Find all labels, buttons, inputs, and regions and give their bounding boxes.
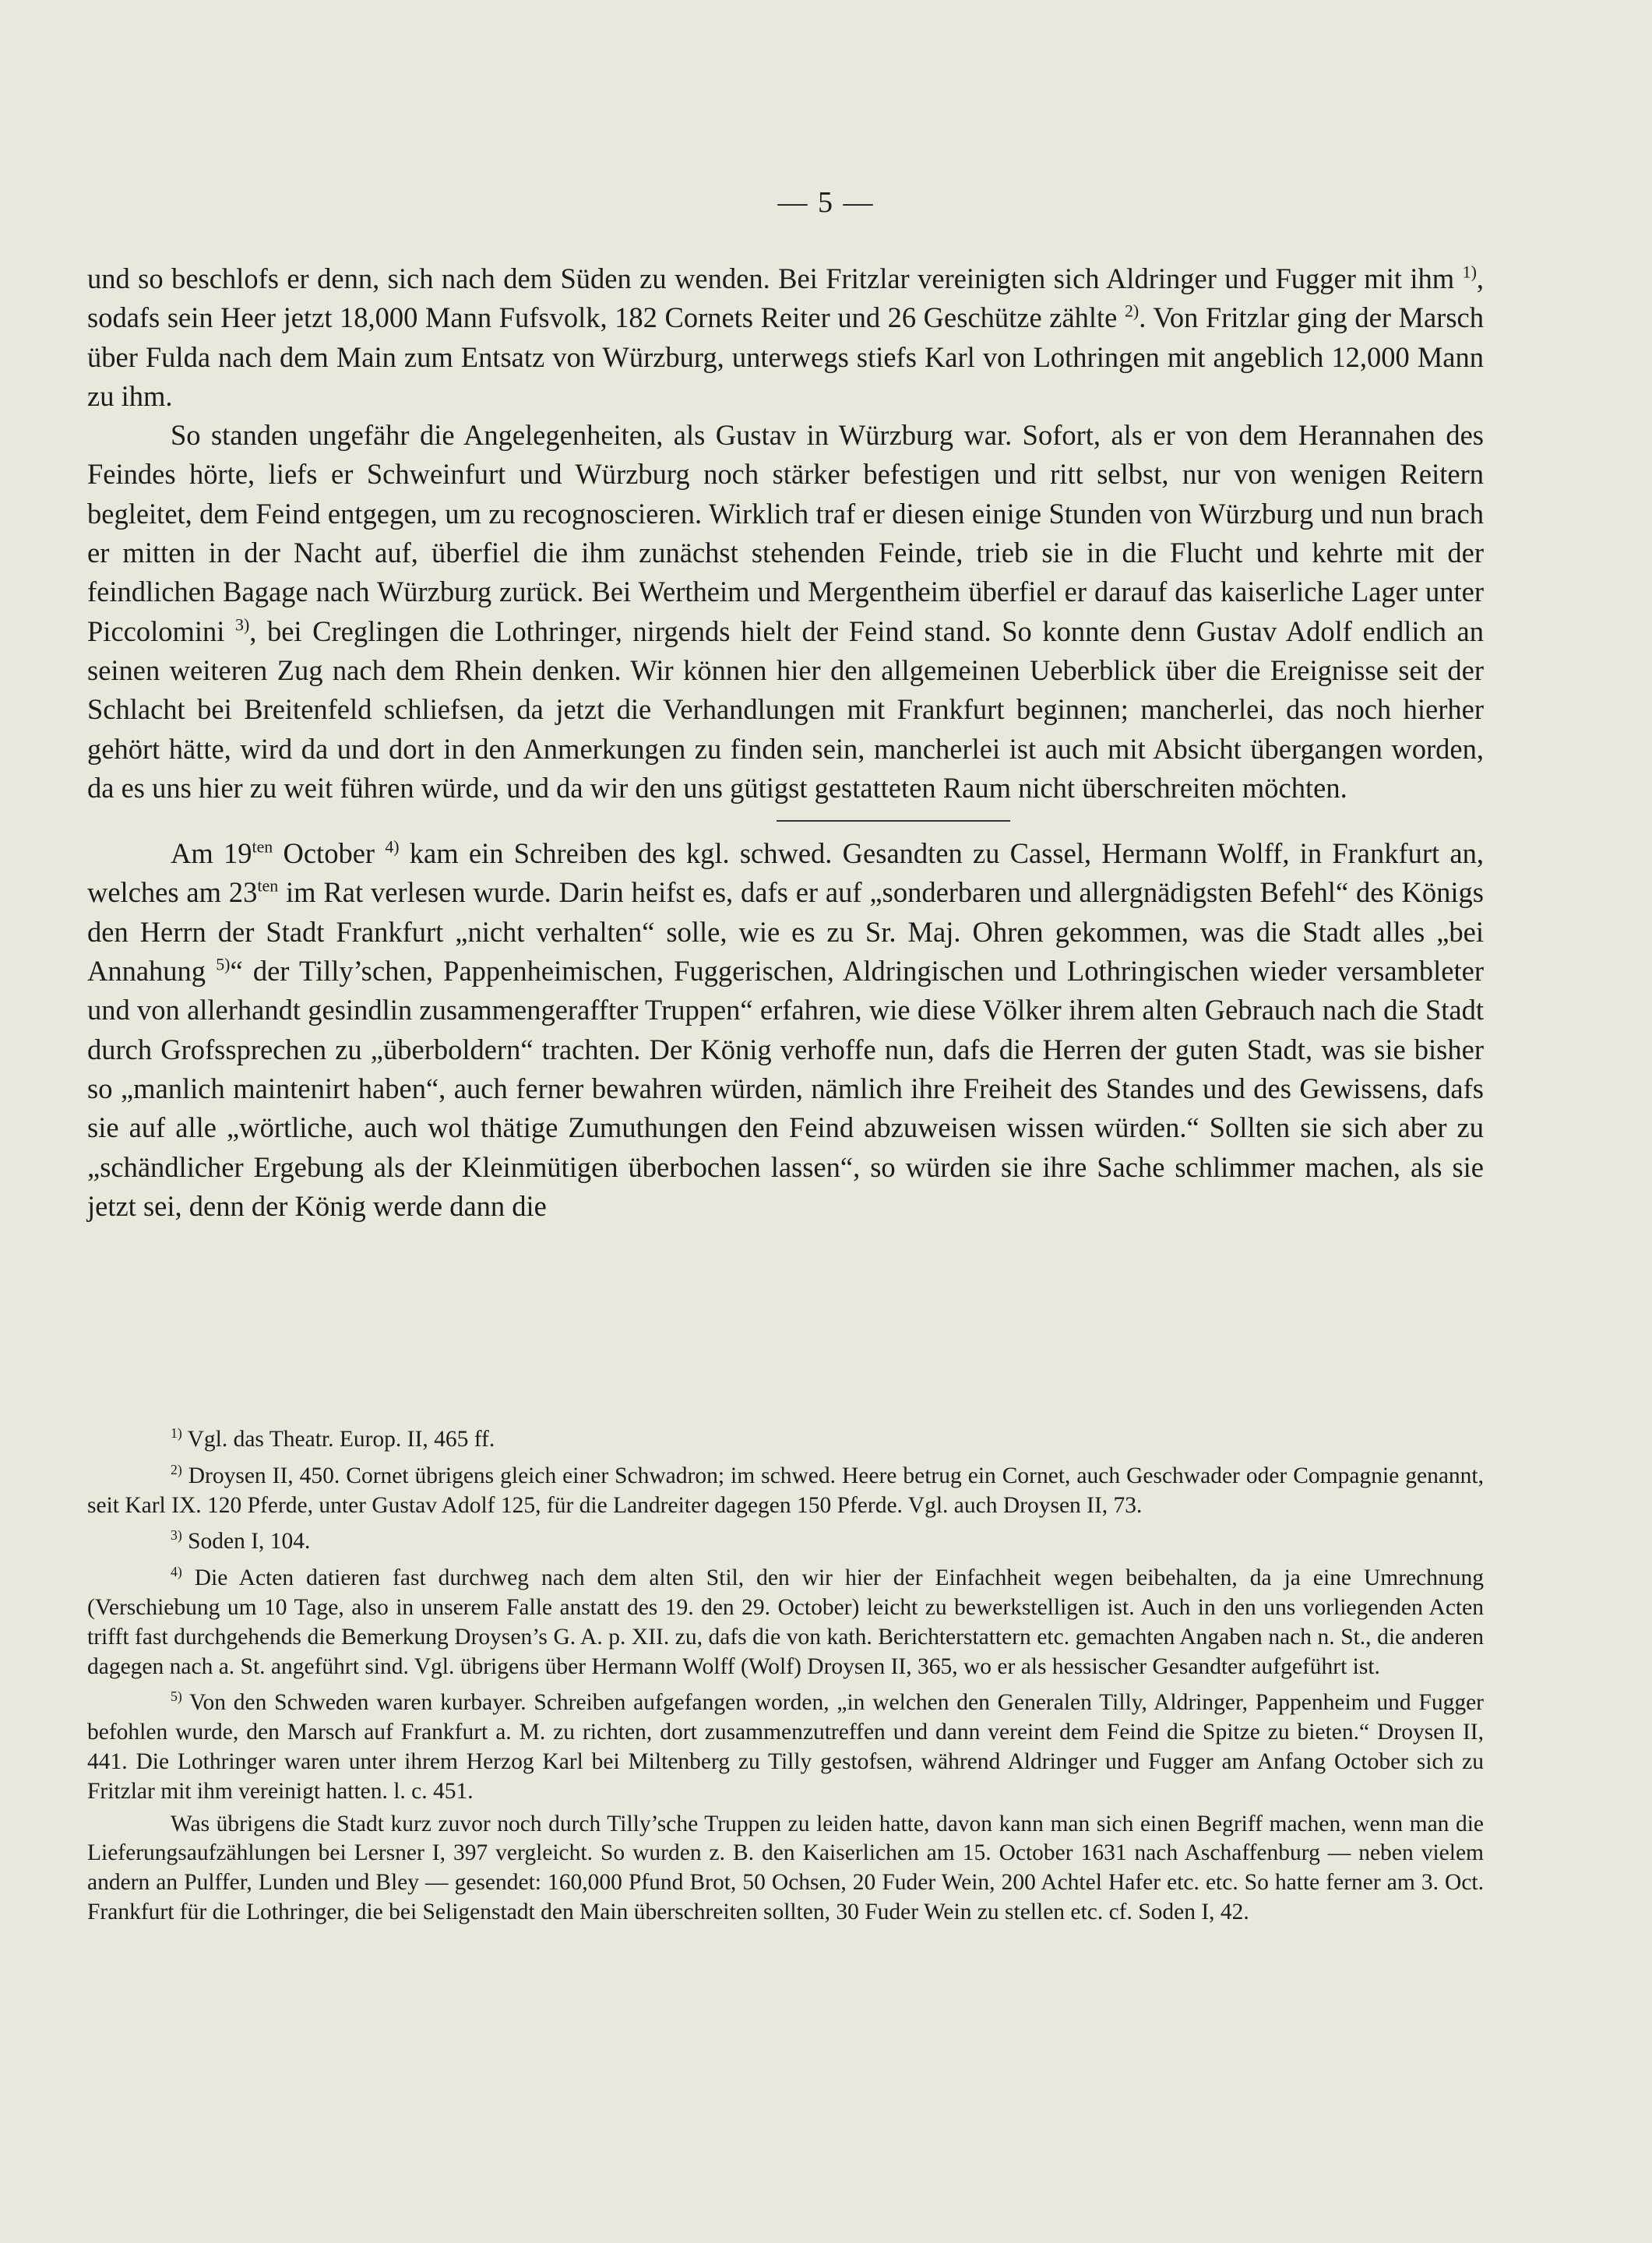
footnote-marker: 4) [385, 836, 400, 857]
text-run: Droysen II, 450. Cornet übrigens gleich einer Schwadron; im schwed. Heere betrug ein Cornet, auch Geschwader oder Compagnie genannt, seit Karl IX. 120 Pferde, unter Gustav Adolf 125, für die Landreiter dagegen 150 Pferde. Vgl. auch Droysen II, 73. [87, 1463, 1484, 1518]
text-run: Die Acten datieren fast durchweg nach dem alten Stil, den wir hier der Einfachheit wegen beibehalten, da ja eine Umrechnung (Verschiebung um 10 Tage, also in unserem Falle anstatt des 19. den 29. October) leicht zu bewerkstelligen ist. Auch in den uns vorliegenden Acten trifft fast durchgehends die Bemerkung Droysen’s G. A. p. XII. zu, dafs die von kath. Berichterstattern etc. gemachten Angaben nach n. St., die anderen dagegen nach a. St. angeführt sind. Vgl. übrigens über Hermann Wolff (Wolf) Droysen II, 365, wo er als hessischer Gesandter aufgeführt ist. [87, 1565, 1484, 1679]
footnote-5-continuation [87, 1810, 1484, 1928]
paragraph-2 [87, 416, 1484, 808]
footnote-5 [87, 1688, 1484, 1806]
footnotes [87, 1425, 1484, 1928]
text-run: kam ein Schreiben des kgl. schwed. Gesandten zu Cassel, Hermann Wolff, in Frankfurt an, welches am 23 [87, 837, 1485, 909]
footnote-marker: 1) [171, 1425, 182, 1442]
text-run: So standen ungefähr die Angelegenheiten, als Gustav in Würzburg war. Sofort, als er von dem Herannahen des Feindes hörte, liefs er Schweinfurt und Würzburg noch stärker befestigen und ritt selbst, nur von wenigen Reitern begleitet, dem Feind entgegen, um zu recognoscieren. Wirklich traf er diesen einige Stunden von Würzburg und nun brach er mitten in der Nacht auf, überfiel die ihm zunächst stehenden Feinde, trieb sie in die Flucht und kehrte mit der feindlichen Bagage nach Würzburg zurück. Bei Wertheim und Mergentheim überfiel er darauf das kaiserliche Lager unter Piccolomini [87, 419, 1484, 647]
paragraph-1 [87, 259, 1484, 416]
footnote-1 [87, 1425, 1484, 1455]
section-divider [777, 820, 1010, 822]
main-text [87, 259, 1484, 1226]
footnote-marker: 3) [171, 1527, 182, 1544]
text-run: , bei Creglingen die Lothringer, nirgends hielt der Feind stand. So konnte denn Gustav Adolf endlich an seinen weiteren Zug nach dem Rhein denken. Wir können hier den allgemeinen Ueberblick über die Ereignisse seit der Schlacht bei Breitenfeld schliefsen, da jetzt die Verhandlungen mit Frankfurt beginnen; mancherlei, das noch hierher gehört hätte, wird da und dort in den Anmerkungen zu finden sein, mancherlei ist auch mit Absicht übergangen worden, da es uns hier zu weit führen würde, und da wir den uns gütigst gestatteten Raum nicht überschreiten möchten. [87, 614, 1485, 804]
footnote-4 [87, 1564, 1484, 1681]
paragraph-3 [87, 834, 1484, 1226]
footnote-marker: 2) [171, 1461, 182, 1477]
footnote-3 [87, 1527, 1484, 1557]
text-run: Von den Schweden waren kurbayer. Schreiben aufgefangen worden, „in welchen den Generalen Tilly, Aldringer, Pappenheim und Fugger befohlen wurde, den Marsch auf Frankfurt a. M. zu richten, dort zusammenzutreffen und dann vereint dem Feind die Spitze zu bieten.“ Droysen II, 441. Die Lothringer waren unter ihrem Herzog Karl bei Miltenberg zu Tilly gestofsen, während Aldringer und Fugger am Anfang October sich zu Fritzlar mit ihm vereinigt hatten. l. c. 451. [87, 1690, 1484, 1804]
text-run: . Von Fritzlar ging der Marsch über Fulda nach dem Main zum Entsatz von Würzburg, unterwegs stiefs Karl von Lothringen mit angeblich 12,000 Mann zu ihm. [87, 301, 1484, 412]
text-run: Am 19 [171, 837, 252, 870]
text-run: Soden I, 104. [181, 1529, 311, 1555]
footnote-marker: 1) [1462, 262, 1477, 282]
text-run: im Rat verlesen wurde. Darin heifst es, dafs er auf „sonderbaren und allergnädigsten Befehl“ des Königs den Herrn der Stadt Frankfurt „nicht verhalten“ solle, wie es zu Sr. Maj. Ohren gekommen, was die Stadt alles „bei Annahung [87, 876, 1485, 988]
page-number: — 5 — [777, 186, 875, 219]
footnote-marker: 5) [171, 1688, 182, 1705]
footnote-marker: 2) [1124, 301, 1139, 321]
footnote-marker: 3) [235, 614, 250, 635]
text-run: und so beschlofs er denn, sich nach dem Süden zu wenden. Bei Fritzlar vereinigten sich Aldringer und Fugger mit ihm [87, 262, 1463, 294]
footnote-marker: 4) [171, 1564, 182, 1580]
text-run: Vgl. das Theatr. Europ. II, 465 ff. [181, 1427, 495, 1452]
text-run: “ der Tilly’schen, Pappenheimischen, Fuggerischen, Aldringischen und Lothringischen wieder versambleter und von allerhandt gesindlin zusammengeraffter Truppen“ erfahren, wie diese Völker ihrem alten Gebrauch nach die Stadt durch Grofssprechen zu „überboldern“ trachten. Der König verhoffe nun, dafs die Herren der guten Stadt, was sie bisher so „manlich maintenirt haben“, auch ferner bewahren würden, nämlich ihre Freiheit des Standes und des Gewissens, dafs sie auf alle „wörtliche, auch wol thätige Zumuthungen den Feind abzuweisen wissen würden.“ Sollten sie sich aber zu „schändlicher Ergebung als der Kleinmütigen überbochen lassen“, so würden sie ihre Sache schlimmer machen, als sie jetzt sei, denn der König werde dann die [87, 955, 1485, 1222]
footnote-marker: ten [257, 875, 279, 896]
text-run: Was übrigens die Stadt kurz zuvor noch durch Tilly’sche Truppen zu leiden hatte, davon kann man sich einen Begriff machen, wenn man die Lieferungsaufzählungen bei Lersner I, 397 vergleicht. So wurden z. B. den Kaiserlichen am 15. October 1631 nach Aschaffenburg — neben vielem andern an Pulffer, Lunden und Bley — gesendet: 160,000 Pfund Brot, 50 Ochsen, 20 Fuder Wein, 200 Achtel Hafer etc. etc. So hatte ferner am 3. Oct. Frankfurt für die Lothringer, die bei Seligenstadt den Main überschreiten sollten, 30 Fuder Wein zu stellen etc. cf. Soden I, 42. [87, 1811, 1484, 1924]
text-run: , sodafs sein Heer jetzt 18,000 Mann Fufsvolk, 182 Cornets Reiter und 26 Geschütze zählte [87, 262, 1484, 334]
footnote-marker: ten [252, 836, 273, 857]
footnote-2 [87, 1462, 1484, 1521]
footnote-marker: 5) [216, 954, 231, 974]
text-run: October [273, 837, 386, 870]
